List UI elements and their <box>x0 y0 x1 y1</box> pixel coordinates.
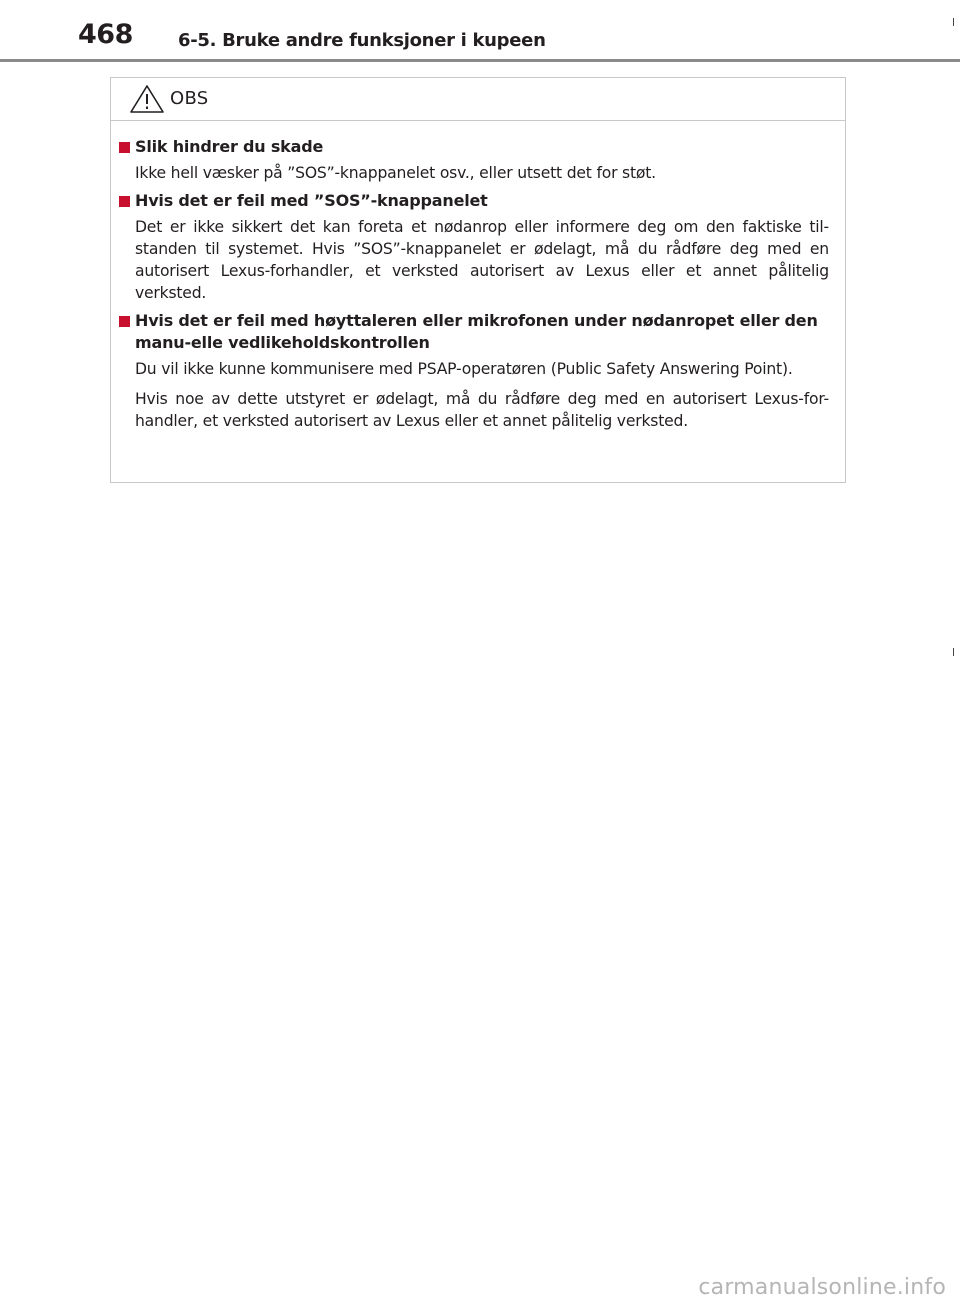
notice-box <box>110 77 846 483</box>
item-paragraph: Du vil ikke kunne kommunisere med PSAP-operatøren (Public Safety Answering Point). <box>135 360 793 378</box>
item-heading <box>111 190 845 212</box>
item-heading-text: Hvis det er feil med ”SOS”-knappanelet <box>135 191 488 210</box>
notice-item <box>111 310 845 432</box>
notice-item <box>111 190 845 304</box>
bullet-square-icon <box>119 196 130 207</box>
notice-item <box>111 136 845 184</box>
crop-mark <box>953 18 954 26</box>
notice-body <box>111 136 845 438</box>
item-heading-text: Hvis det er feil med høyttaleren eller mikrofonen under nødanropet eller den manu-elle vedlikeholdskontrollen <box>135 311 818 352</box>
item-paragraph: Det er ikke sikkert det kan foreta et nødanrop eller informere deg om den faktiske til-standen til systemet. Hvis ”SOS”-knappanelet er ødelagt, må du rådføre deg med en autorisert Lexus-forhandler, et verksted autorisert av Lexus eller et annet pålitelig verksted. <box>135 218 829 302</box>
bullet-square-icon <box>119 316 130 327</box>
item-heading <box>111 136 845 158</box>
page-header <box>0 0 960 62</box>
crop-mark <box>953 648 954 656</box>
item-heading-text: Slik hindrer du skade <box>135 137 324 156</box>
notice-title: OBS <box>170 88 209 109</box>
item-paragraph: Hvis noe av dette utstyret er ødelagt, må du rådføre deg med en autorisert Lexus-for-handler, et verksted autorisert av Lexus eller et annet pålitelig verksted. <box>135 390 829 430</box>
section-title: 6-5. Bruke andre funksjoner i kupeen <box>178 30 546 51</box>
header-rule <box>0 59 960 62</box>
watermark: carmanualsonline.info <box>698 1275 946 1300</box>
page-number: 468 <box>78 19 133 50</box>
item-heading <box>111 310 845 354</box>
item-paragraph: Ikke hell væsker på ”SOS”-knappanelet osv., eller utsett det for støt. <box>135 164 656 182</box>
notice-header <box>111 78 845 121</box>
warning-triangle-icon <box>129 84 165 114</box>
bullet-square-icon <box>119 142 130 153</box>
